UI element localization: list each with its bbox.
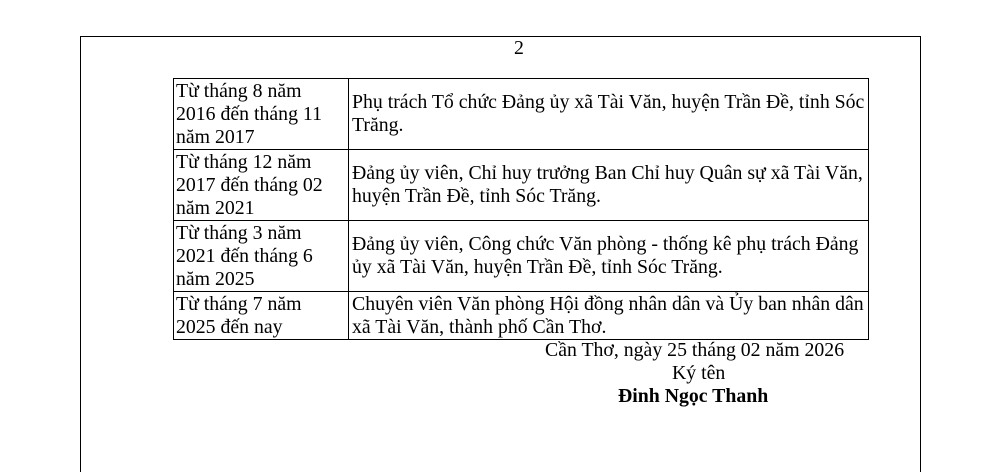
position-cell: Đảng ủy viên, Công chức Văn phòng - thống kê phụ trách Đảng ủy xã Tài Văn, huyện Trần Đề, tỉnh Sóc Trăng. xyxy=(349,221,869,292)
position-cell: Phụ trách Tổ chức Đảng ủy xã Tài Văn, huyện Trần Đề, tỉnh Sóc Trăng. xyxy=(349,79,869,150)
position-cell: Đảng ủy viên, Chỉ huy trưởng Ban Chỉ huy Quân sự xã Tài Văn, huyện Trần Đề, tỉnh Sóc Trăng. xyxy=(349,150,869,221)
table-row xyxy=(174,150,869,221)
table-row xyxy=(174,221,869,292)
signature-place-date: Cần Thơ, ngày 25 tháng 02 năm 2026 xyxy=(545,339,845,361)
signer-name: Đinh Ngọc Thanh xyxy=(618,385,769,407)
period-cell: Từ tháng 7 năm 2025 đến nay xyxy=(174,292,349,340)
period-cell: Từ tháng 8 năm 2016 đến tháng 11 năm 2017 xyxy=(174,79,349,150)
period-cell: Từ tháng 3 năm 2021 đến tháng 6 năm 2025 xyxy=(174,221,349,292)
signature-label: Ký tên xyxy=(672,362,726,384)
period-cell: Từ tháng 12 năm 2017 đến tháng 02 năm 2021 xyxy=(174,150,349,221)
work-history-table xyxy=(173,78,869,340)
table-row xyxy=(174,79,869,150)
position-cell: Chuyên viên Văn phòng Hội đồng nhân dân và Ủy ban nhân dân xã Tài Văn, thành phố Cần Thơ. xyxy=(349,292,869,340)
page-number: 2 xyxy=(514,37,524,59)
table-row xyxy=(174,292,869,340)
